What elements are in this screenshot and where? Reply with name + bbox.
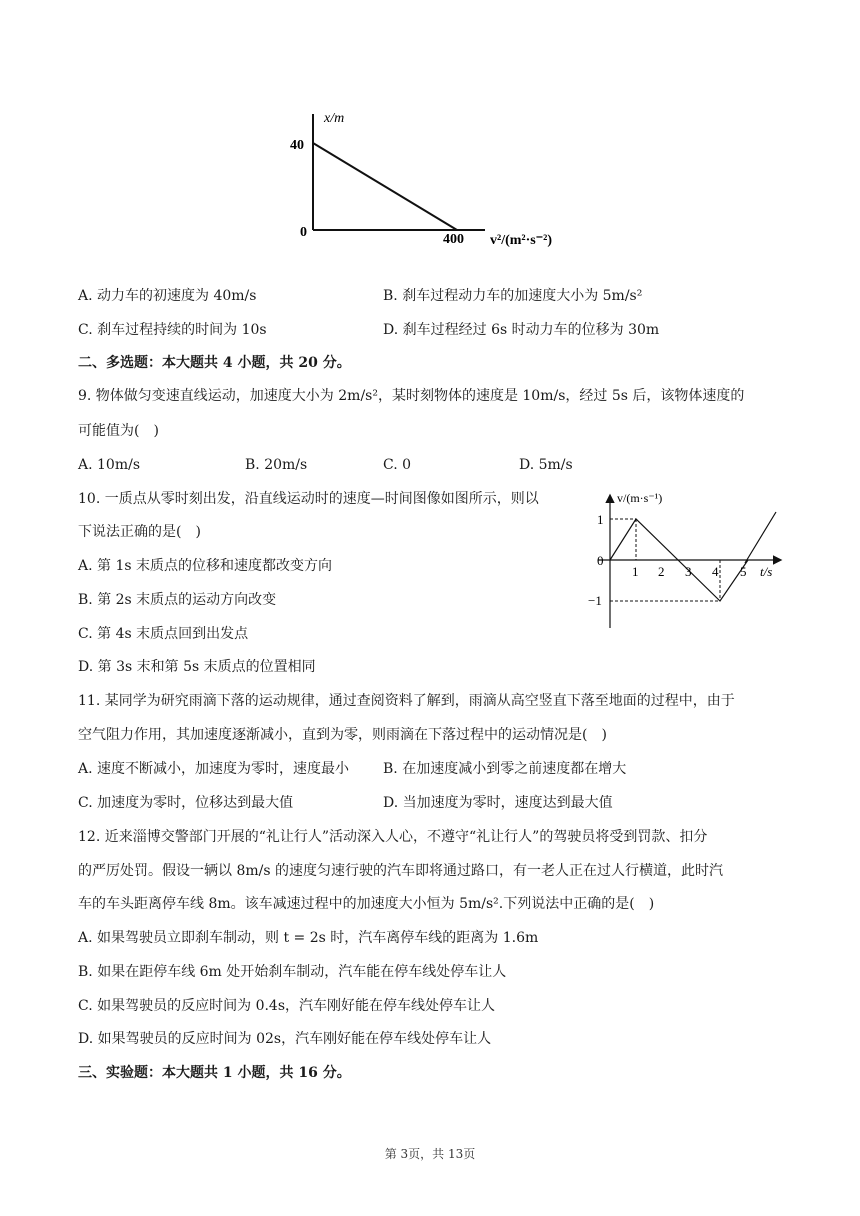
q8-option-a: A. 动力车的初速度为 40m/s — [78, 288, 257, 304]
origin-label: 0 — [597, 553, 604, 568]
x-v-squared-graph — [280, 100, 580, 260]
q12-stem-line3: 车的车头距离停车线 8m。该车减速过程中的加速度大小恒为 5m/s².下列说法中正确的是( ) — [78, 896, 655, 912]
q12-option-c: C. 如果驾驶员的反应时间为 0.4s，汽车刚好能在停车线处停车让人 — [78, 998, 496, 1014]
q8-option-b: B. 刹车过程动力车的加速度大小为 5m/s² — [383, 288, 643, 304]
section3-heading: 三、实验题：本大题共 1 小题，共 16 分。 — [78, 1065, 351, 1081]
q11-option-c: C. 加速度为零时，位移达到最大值 — [78, 795, 294, 811]
q9-stem-line2: 可能值为( ) — [78, 423, 159, 439]
q9-option-b: B. 20m/s — [245, 457, 308, 473]
q12-option-b: B. 如果在距停车线 6m 处开始刹车制动，汽车能在停车线处停车让人 — [78, 964, 507, 980]
x-tick-1: 1 — [632, 564, 639, 579]
q11-stem-line2: 空气阻力作用，其加速度逐渐减小，直到为零，则雨滴在下落过程中的运动情况是( ) — [78, 727, 607, 743]
graph-line — [313, 143, 457, 230]
x-axis-label: v²/(m²·s⁻²) — [490, 233, 552, 248]
q11-option-a: A. 速度不断减小，加速度为零时，速度最小 — [78, 761, 350, 777]
q10-option-c: C. 第 4s 末质点回到出发点 — [78, 626, 249, 642]
q9-option-a: A. 10m/s — [78, 457, 141, 473]
q10-option-d: D. 第 3s 末和第 5s 末质点的位置相同 — [78, 659, 316, 675]
q11-stem-line1: 11. 某同学为研究雨滴下落的运动规律，通过查阅资料了解到，雨滴从高空竖直下落至地面的过程中，由于 — [78, 693, 735, 709]
x-tick-label: 400 — [443, 232, 464, 247]
q12-option-d: D. 如果驾驶员的反应时间为 02s，汽车刚好能在停车线处停车让人 — [78, 1031, 492, 1047]
q10-option-a: A. 第 1s 末质点的位移和速度都改变方向 — [78, 558, 333, 574]
y-axis-label: x/m — [324, 111, 345, 126]
x-tick-4: 4 — [712, 564, 719, 579]
v-axis-label: v/(m·s⁻¹) — [617, 491, 663, 505]
q10-stem-line2: 下说法正确的是( ) — [78, 524, 201, 540]
y-tick-negative: −1 — [588, 593, 602, 608]
origin-label: 0 — [300, 225, 307, 240]
q9-option-d: D. 5m/s — [519, 457, 573, 473]
q12-stem-line1: 12. 近来淄博交警部门开展的“礼让行人”活动深入人心，不遵守“礼让行人”的驾驶员将受到罚款、扣分 — [78, 829, 708, 845]
q10-stem-line1: 10. 一质点从零时刻出发，沿直线运动时的速度—时间图像如图所示，则以 — [78, 491, 539, 507]
y-tick-positive: 1 — [597, 512, 604, 527]
y-tick-label: 40 — [290, 138, 304, 153]
x-tick-3: 3 — [685, 564, 692, 579]
q8-option-c: C. 刹车过程持续的时间为 10s — [78, 322, 267, 338]
velocity-curve — [610, 512, 776, 601]
x-tick-5: 5 — [740, 564, 747, 579]
t-axis-label: t/s — [760, 564, 773, 579]
section2-heading: 二、多选题：本大题共 4 小题，共 20 分。 — [78, 355, 351, 371]
page-footer: 第 3页，共 13页 — [384, 1147, 476, 1161]
q10-option-b: B. 第 2s 末质点的运动方向改变 — [78, 592, 277, 608]
q9-option-c: C. 0 — [383, 457, 412, 473]
q11-option-d: D. 当加速度为零时，速度达到最大值 — [383, 795, 613, 811]
q8-option-d: D. 刹车过程经过 6s 时动力车的位移为 30m — [383, 322, 660, 338]
q12-stem-line2: 的严厉处罚。假设一辆以 8m/s 的速度匀速行驶的汽车即将通过路口，有一老人正在过人行横道，此时汽 — [78, 863, 723, 879]
velocity-time-graph — [590, 488, 790, 638]
q11-option-b: B. 在加速度减小到零之前速度都在增大 — [383, 761, 627, 777]
x-tick-2: 2 — [658, 564, 665, 579]
q9-stem-line1: 9. 物体做匀变速直线运动，加速度大小为 2m/s²，某时刻物体的速度是 10m/s，经过 5s 后，该物体速度的 — [78, 388, 745, 404]
q12-option-a: A. 如果驾驶员立即刹车制动，则 t = 2s 时，汽车离停车线的距离为 1.6m — [78, 930, 539, 946]
